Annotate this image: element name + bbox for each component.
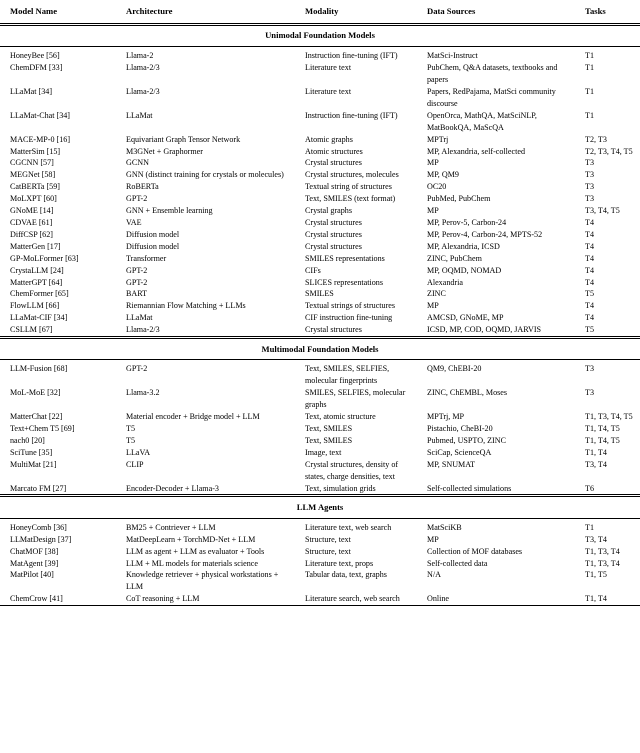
cell-architecture: Riemannian Flow Matching + LLMs [126, 301, 246, 311]
cell-data-sources: Papers, RedPajama, MatSci community discourse [427, 87, 556, 108]
table-row [0, 363, 640, 387]
cell-model-name: CSLLM [67] [10, 325, 53, 335]
table-row [0, 193, 640, 205]
cell-modality: Crystal structures [305, 241, 362, 251]
cell-tasks: T1, T4 [585, 594, 607, 604]
cell-tasks: T2, T3, T4, T5 [585, 146, 633, 156]
cell-model-name: MatAgent [39] [10, 558, 59, 568]
cell-data-sources: MP, Perov-4, Carbon-24, MPTS-52 [427, 229, 543, 239]
cell-modality: Atomic graphs [305, 134, 353, 144]
table-row [0, 483, 640, 495]
cell-model-name: Text+Chem T5 [69] [10, 424, 75, 433]
cell-data-sources: ICSD, MP, COD, OQMD, JARVIS [427, 325, 542, 335]
cell-modality: Textual string of structures [305, 182, 392, 192]
cell-model-name: MatterGPT [64] [10, 277, 63, 287]
cell-architecture: Llama-2 [126, 51, 154, 61]
cell-model-name: MACE-MP-0 [16] [10, 134, 71, 144]
cell-modality: Text, SMILES [305, 435, 353, 445]
cell-model-name: ChemCrow [41] [10, 594, 63, 604]
cell-modality: Crystal structures [305, 218, 362, 227]
cell-modality: Text, SMILES, SELFIES, molecular fingerprints [305, 364, 390, 386]
table-row [0, 217, 640, 229]
cell-data-sources: Collection of MOF databases [427, 546, 523, 556]
cell-modality: Tabular data, text, graphs [305, 570, 387, 580]
cell-modality: Text, SMILES [305, 424, 353, 433]
table-row [0, 534, 640, 546]
cell-data-sources: QM9, ChEBI-20 [427, 364, 482, 374]
cell-data-sources: MP, Alexandria, ICSD [427, 241, 500, 251]
cell-architecture: GPT-2 [126, 364, 148, 374]
cell-model-name: nach0 [20] [10, 435, 45, 445]
cell-architecture: LLaMat [126, 313, 153, 323]
cell-tasks: T1, T3, T4, T5 [585, 412, 633, 422]
cell-data-sources: PubChem, Q&A datasets, textbooks and papers [427, 63, 558, 85]
cell-model-name: FlowLLM [66] [10, 301, 60, 311]
cell-architecture: LLM + ML models for materials science [126, 558, 258, 568]
cell-data-sources: MP [427, 301, 439, 311]
cell-tasks: T3 [585, 194, 594, 204]
cell-data-sources: MP, Alexandria, self-collected [427, 146, 525, 156]
cell-tasks: T1 [585, 51, 594, 61]
cell-model-name: MoLXPT [60] [10, 194, 57, 204]
cell-architecture: T5 [126, 424, 135, 433]
cell-data-sources: Self-collected data [427, 558, 488, 568]
cell-architecture: Llama-2/3 [126, 325, 160, 335]
cell-architecture: GNN + Ensemble learning [126, 206, 213, 216]
table-row [0, 447, 640, 459]
cell-model-name: LLaMat-Chat [34] [10, 110, 71, 120]
cell-modality: Crystal structures [305, 325, 362, 335]
cell-architecture: Material encoder + Bridge model + LLM [126, 412, 260, 422]
cell-architecture: Llama-3.2 [126, 388, 160, 398]
cell-architecture: GNN (distinct training for crystals or molecules) [126, 170, 284, 180]
cell-model-name: LLaMat [34] [10, 87, 53, 97]
column-header-modality: Modality [305, 6, 339, 16]
cell-model-name: MoL-MoE [32] [10, 388, 61, 398]
table-row [0, 387, 640, 411]
cell-modality: Literature text [305, 63, 352, 73]
cell-data-sources: OpenOrca, MathQA, MatSciNLP, MatBookQA, MaScQA [427, 110, 537, 132]
cell-tasks: T5 [585, 325, 594, 335]
cell-tasks: T4 [585, 241, 594, 251]
table-row [0, 134, 640, 146]
cell-architecture: BM25 + Contriever + LLM [126, 522, 216, 532]
table-row [0, 169, 640, 181]
cell-data-sources: MP [427, 206, 439, 216]
cell-architecture: T5 [126, 435, 135, 445]
cell-modality: Crystal structures, molecules [305, 170, 399, 180]
table-row [0, 324, 640, 336]
cell-model-name: LLM-Fusion [68] [10, 364, 68, 374]
table-row [0, 569, 640, 593]
cell-data-sources: OC20 [427, 182, 447, 192]
cell-tasks: T3 [585, 388, 594, 398]
cell-modality: CIFs [305, 265, 321, 275]
table-row [0, 181, 640, 193]
cell-tasks: T2, T3 [585, 134, 607, 144]
cell-tasks: T1, T4, T5 [585, 424, 620, 433]
cell-modality: SLICES representations [305, 277, 384, 287]
cell-tasks: T5 [585, 289, 594, 299]
cell-architecture: BART [126, 289, 148, 299]
cell-modality: Literature search, web search [305, 594, 400, 604]
cell-model-name: CatBERTa [59] [10, 182, 60, 192]
cell-architecture: Diffusion model [126, 229, 180, 239]
cell-modality: Text, atomic structure [305, 412, 376, 422]
column-header-model-name: Model Name [10, 6, 58, 16]
cell-model-name: MatterChat [22] [10, 412, 63, 422]
cell-modality: Instruction fine-tuning (IFT) [305, 51, 398, 61]
table-row [0, 423, 640, 435]
table-row [0, 312, 640, 324]
cell-data-sources: MP [427, 158, 439, 168]
cell-architecture: CoT reasoning + LLM [126, 594, 200, 604]
table-row [0, 411, 640, 423]
cell-tasks: T3, T4 [585, 534, 607, 544]
cell-data-sources: MP, Perov-5, Carbon-24 [427, 218, 507, 227]
cell-modality: Crystal structures, density of states, charge densities, text [305, 459, 399, 481]
cell-data-sources: ZINC [427, 289, 446, 299]
cell-data-sources: N/A [427, 570, 441, 580]
cell-architecture: GPT-2 [126, 194, 148, 204]
table-row [0, 288, 640, 300]
cell-data-sources: ZINC, ChEMBL, Moses [427, 388, 508, 398]
cell-tasks: T4 [585, 301, 594, 311]
cell-tasks: T1 [585, 87, 594, 97]
cell-data-sources: Online [427, 594, 450, 604]
cell-data-sources: MP [427, 534, 439, 544]
cell-modality: Literature text, props [305, 558, 374, 568]
cell-architecture: M3GNet + Graphormer [126, 146, 203, 156]
section-header-row [0, 497, 640, 517]
cell-model-name: SciTune [35] [10, 447, 53, 457]
cell-data-sources: Pistachio, CheBI-20 [427, 424, 493, 433]
cell-modality: Crystal graphs [305, 206, 352, 216]
cell-architecture: Llama-2/3 [126, 87, 160, 97]
cell-model-name: CDVAE [61] [10, 218, 53, 227]
table-row [0, 86, 640, 110]
table-row [0, 157, 640, 169]
cell-model-name: MatterGen [17] [10, 241, 61, 251]
cell-data-sources: Self-collected simulations [427, 483, 512, 493]
table-row [0, 205, 640, 217]
cell-architecture: GPT-2 [126, 277, 148, 287]
cell-model-name: ChatMOF [38] [10, 546, 59, 556]
cell-tasks: T4 [585, 253, 594, 263]
table-row [0, 546, 640, 558]
cell-architecture: MatDeepLearn + TorchMD-Net + LLM [126, 534, 256, 544]
cell-modality: Structure, text [305, 546, 351, 556]
cell-data-sources: MPTrj, MP [427, 412, 465, 422]
cell-modality: Crystal structures [305, 229, 362, 239]
cell-data-sources: MP, QM9 [427, 170, 459, 180]
cell-modality: Instruction fine-tuning (IFT) [305, 110, 398, 120]
cell-modality: Literature text [305, 87, 352, 97]
cell-tasks: T4 [585, 229, 594, 239]
column-header-tasks: Tasks [585, 6, 606, 16]
cell-architecture: LLaMat [126, 110, 153, 120]
column-header-row [0, 0, 640, 23]
table-row [0, 435, 640, 447]
table-row [0, 241, 640, 253]
cell-model-name: GP-MoLFormer [63] [10, 253, 79, 263]
cell-data-sources: MatSci-Instruct [427, 51, 478, 61]
table-body [0, 23, 640, 607]
cell-tasks: T4 [585, 218, 594, 227]
cell-tasks: T3 [585, 364, 594, 374]
cell-tasks: T4 [585, 265, 594, 275]
cell-model-name: MEGNet [58] [10, 170, 56, 180]
table-row [0, 146, 640, 158]
cell-data-sources: MP, OQMD, NOMAD [427, 265, 502, 275]
cell-tasks: T1 [585, 522, 594, 532]
cell-tasks: T4 [585, 277, 594, 287]
cell-tasks: T1, T4 [585, 447, 607, 457]
cell-data-sources: MPTrj [427, 134, 449, 144]
cell-model-name: MultiMat [21] [10, 459, 57, 469]
cell-data-sources: ZINC, PubChem [427, 253, 482, 263]
cell-model-name: CGCNN [57] [10, 158, 54, 168]
cell-modality: Structure, text [305, 534, 351, 544]
cell-model-name: MatterSim [15] [10, 146, 61, 156]
horizontal-rule [0, 605, 640, 606]
table-row [0, 277, 640, 289]
cell-tasks: T1, T3, T4 [585, 546, 620, 556]
cell-modality: SMILES representations [305, 253, 385, 263]
cell-modality: Text, simulation grids [305, 483, 376, 493]
cell-modality: Textual strings of structures [305, 301, 396, 311]
cell-model-name: MatPilot [40] [10, 570, 54, 580]
cell-tasks: T1, T5 [585, 570, 607, 580]
cell-model-name: LLMatDesign [37] [10, 534, 72, 544]
cell-model-name: GNoME [14] [10, 206, 54, 216]
cell-model-name: HoneyBee [56] [10, 51, 60, 61]
cell-architecture: Equivariant Graph Tensor Network [126, 134, 241, 144]
cell-model-name: ChemDFM [33] [10, 63, 63, 73]
section-title: Unimodal Foundation Models [265, 30, 375, 41]
cell-model-name: LLaMat-CIF [34] [10, 313, 68, 323]
cell-modality: Literature text, web search [305, 522, 392, 532]
cell-modality: SMILES, SELFIES, molecular graphs [305, 388, 406, 410]
cell-data-sources: MP, SNUMAT [427, 459, 476, 469]
table-row [0, 522, 640, 534]
cell-architecture: Encoder-Decoder + Llama-3 [126, 483, 219, 493]
cell-modality: Image, text [305, 447, 342, 457]
table-row [0, 110, 640, 134]
cell-modality: Crystal structures [305, 158, 362, 168]
cell-model-name: ChemFormer [65] [10, 289, 69, 299]
section-header-row [0, 339, 640, 359]
table-row [0, 62, 640, 86]
table-row [0, 253, 640, 265]
cell-data-sources: Alexandria [427, 277, 463, 287]
cell-architecture: LLM as agent + LLM as evaluator + Tools [126, 546, 265, 556]
cell-tasks: T3, T4 [585, 459, 607, 469]
table-row [0, 50, 640, 62]
cell-data-sources: MatSciKB [427, 522, 462, 532]
cell-architecture: LLaVA [126, 447, 151, 457]
cell-tasks: T1, T4, T5 [585, 435, 620, 445]
cell-architecture: Knowledge retriever + physical workstations + LLM [126, 570, 279, 592]
cell-tasks: T3 [585, 182, 594, 192]
column-header-data-sources: Data Sources [427, 6, 476, 16]
table-row [0, 593, 640, 605]
table-row [0, 300, 640, 312]
section-header-row [0, 26, 640, 46]
cell-model-name: CrystaLLM [24] [10, 265, 64, 275]
cell-architecture: RoBERTa [126, 182, 159, 192]
cell-data-sources: Pubmed, USPTO, ZINC [427, 435, 506, 445]
table-head [0, 0, 640, 23]
cell-architecture: Llama-2/3 [126, 63, 160, 73]
table-row [0, 459, 640, 483]
cell-architecture: GCNN [126, 158, 149, 168]
cell-architecture: GPT-2 [126, 265, 148, 275]
cell-modality: Atomic structures [305, 146, 363, 156]
cell-architecture: VAE [126, 218, 142, 227]
cell-tasks: T3 [585, 170, 594, 180]
cell-tasks: T1 [585, 63, 594, 73]
cell-data-sources: AMCSD, GNoME, MP [427, 313, 504, 323]
cell-modality: Text, SMILES (text format) [305, 194, 396, 204]
cell-architecture: Diffusion model [126, 241, 180, 251]
table-row [0, 558, 640, 570]
cell-tasks: T1 [585, 110, 594, 120]
table-row [0, 229, 640, 241]
cell-tasks: T1, T3, T4 [585, 558, 620, 568]
cell-architecture: Transformer [126, 253, 167, 263]
cell-tasks: T3 [585, 158, 594, 168]
section-title: LLM Agents [296, 501, 344, 512]
cell-model-name: DiffCSP [62] [10, 229, 53, 239]
cell-tasks: T4 [585, 313, 594, 323]
cell-tasks: T3, T4, T5 [585, 206, 620, 216]
cell-modality: CIF instruction fine-tuning [305, 313, 393, 323]
cell-tasks: T6 [585, 483, 594, 493]
section-title: Multimodal Foundation Models [261, 343, 379, 354]
cell-model-name: HoneyComb [36] [10, 522, 67, 532]
cell-model-name: Marcato FM [27] [10, 483, 67, 493]
cell-modality: SMILES [305, 289, 334, 299]
column-header-architecture: Architecture [126, 6, 173, 16]
table-bottom-rule [0, 605, 640, 606]
cell-data-sources: SciCap, ScienceQA [427, 447, 492, 457]
table-row [0, 265, 640, 277]
cell-data-sources: PubMed, PubChem [427, 194, 491, 204]
cell-architecture: CLIP [126, 459, 144, 469]
